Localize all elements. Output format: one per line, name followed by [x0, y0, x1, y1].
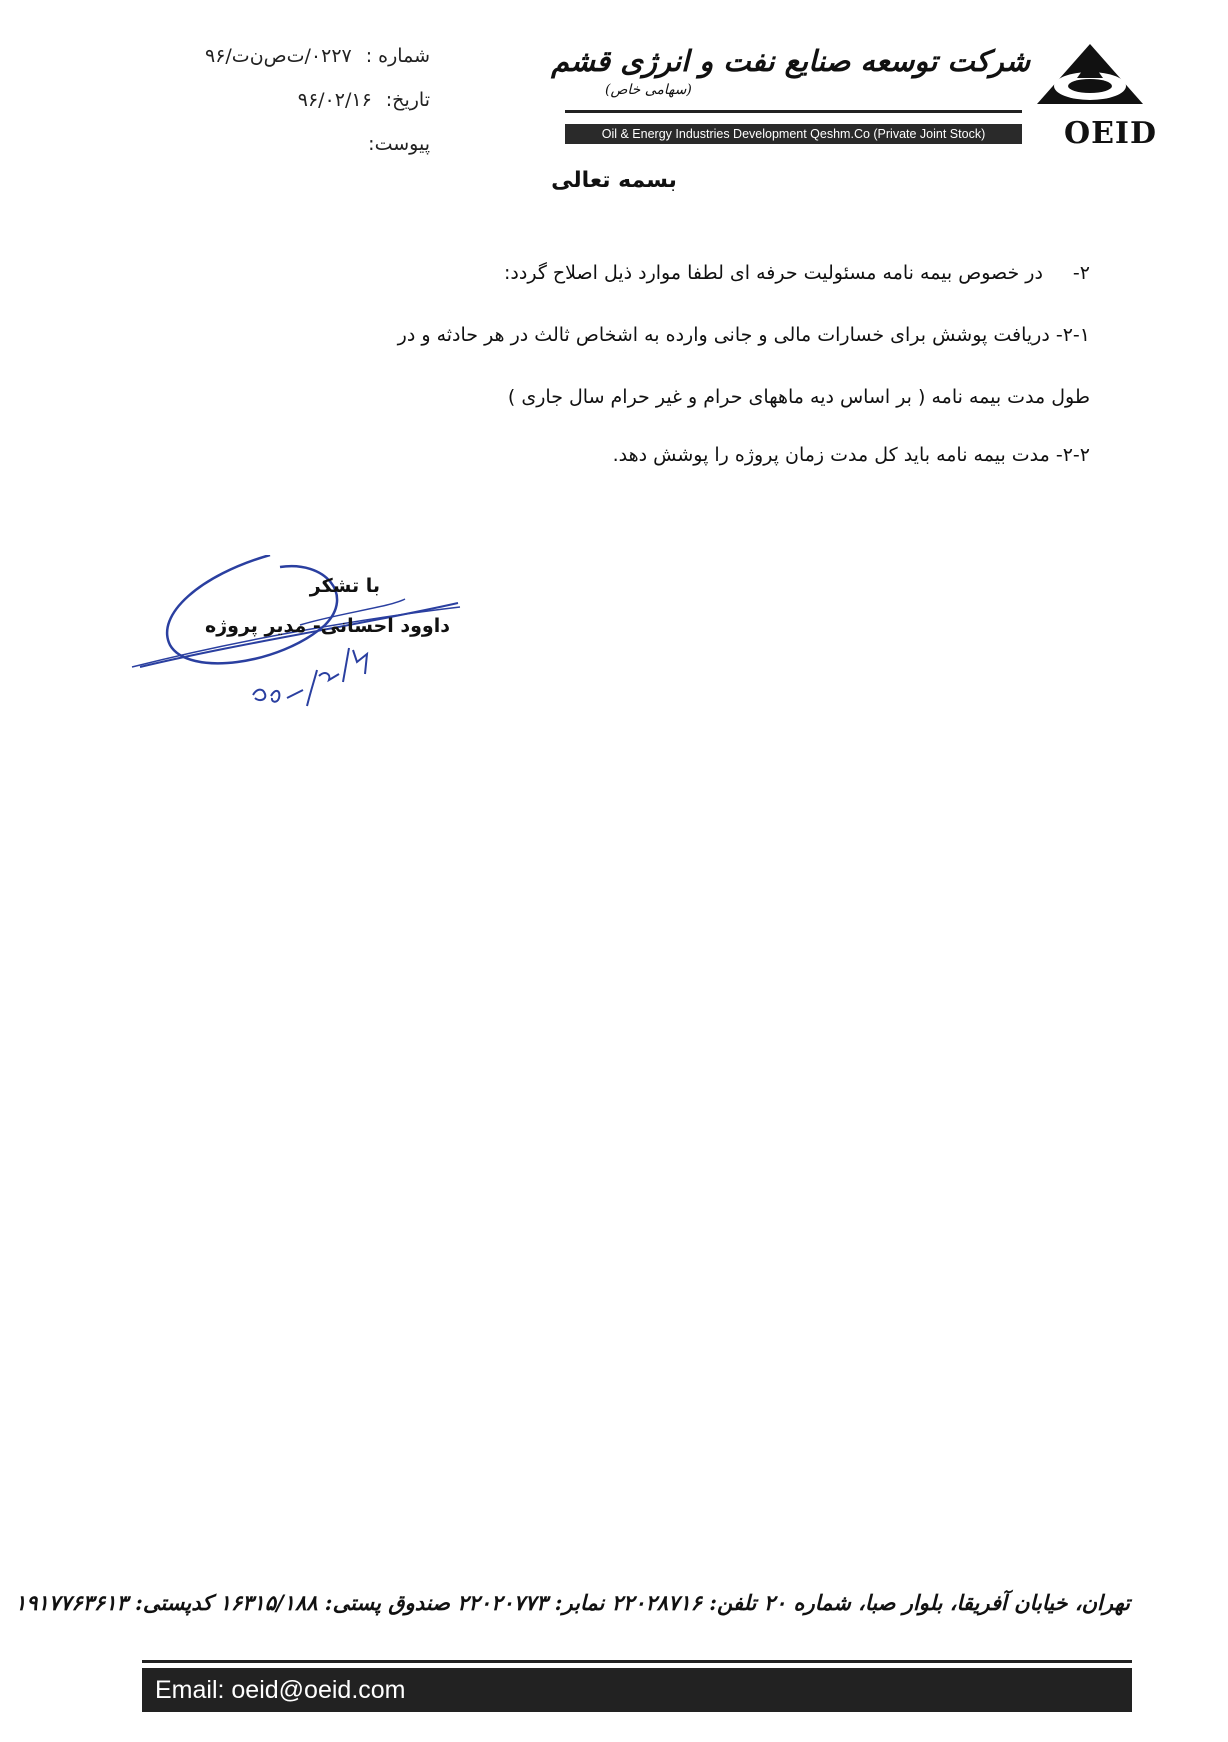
- letter-number-value: ۰۲۲۷/ت‌ص‌ن‌ت/۹۶: [204, 45, 352, 67]
- letter-date-label: تاریخ:: [385, 89, 430, 111]
- letter-attachment-label: پیوست:: [368, 133, 430, 155]
- company-name-fa: شرکت توسعه صنایع نفت و انرژی قشم: [551, 44, 1030, 78]
- company-logo-icon: [1035, 42, 1145, 112]
- footer-email: Email: oeid@oeid.com: [155, 1676, 406, 1704]
- letterhead-divider: [565, 110, 1022, 113]
- letter-date-value: ۹۶/۰۲/۱۶: [297, 89, 372, 111]
- letter-meta: [150, 34, 430, 166]
- item-2-1-line-2: طول مدت بیمه نامه ( بر اساس دیه ماههای حرام و غیر حرام سال جاری ): [507, 386, 1090, 408]
- company-type-fa: (سهامی خاص): [605, 82, 692, 98]
- item-2-2: ۲-۲- مدت بیمه نامه باید کل مدت زمان پروژه را پوشش دهد.: [612, 444, 1090, 466]
- company-abbr: OEID: [1063, 116, 1157, 151]
- handwritten-date-icon: [245, 640, 375, 710]
- footer-divider: [142, 1660, 1132, 1663]
- footer-address: تهران، خیابان آفریقا، بلوار صبا، شماره ۲۰ تلفن: ۲۲۰۲۸۷۱۶ نمابر: ۲۲۰۲۰۷۷۳ صندوق پستی: ۱۶۳۱۵/۱۸۸ کدپستی: ۱۹۱۷۷۶۳۶۱۳: [14, 1590, 1130, 1615]
- company-name-en: Oil & Energy Industries Development Qeshm.Co (Private Joint Stock): [565, 124, 1022, 144]
- letter-attachment-row: [150, 122, 430, 166]
- item-2-number: ۲-: [1072, 262, 1090, 284]
- closing-thanks: با تشکر: [309, 575, 380, 597]
- company-letterhead: [551, 38, 1165, 158]
- item-2-1-line-1: ۲-۱- دریافت پوشش برای خسارات مالی و جانی وارده به اشخاص ثالث در هر حادثه و در: [397, 324, 1090, 346]
- signer-name-title: داوود احسانی- مدیر پروژه: [204, 615, 450, 637]
- item-2-text: در خصوص بیمه نامه مسئولیت حرفه ای لطفا موارد ذیل اصلاح گردد:: [504, 262, 1043, 284]
- item-2: [504, 262, 1090, 284]
- letter-number-label: شماره :: [365, 45, 430, 67]
- letter-title: بسمه تعالی: [551, 168, 677, 193]
- letter-date-row: [150, 78, 430, 122]
- letter-number-row: [150, 34, 430, 78]
